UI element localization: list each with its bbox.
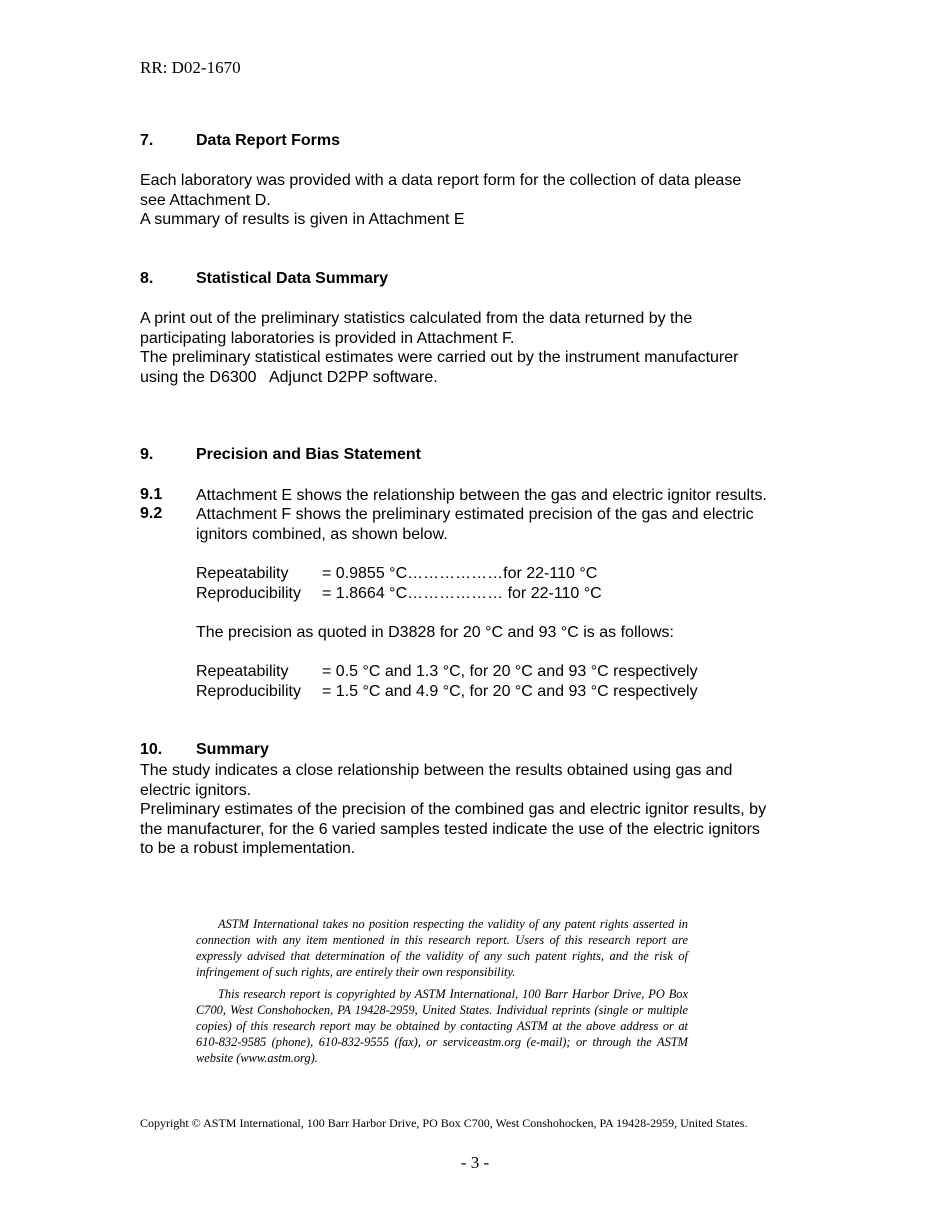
section-9-number: 9. xyxy=(140,446,154,463)
section-8-body xyxy=(140,309,820,387)
subsection-9-1-number: 9.1 xyxy=(140,486,163,503)
section-7-body xyxy=(140,171,820,230)
patent-notice-paragraph: ASTM International takes no position respecting the validity of any patent rights asserted in connection with any item mentioned in this research report. Users of this research report are expressly advised that determination of the validity of any such patent rights, and the risk of infringement of such rights, are entirely their own responsibility. xyxy=(196,917,688,979)
subsection-9-2-number: 9.2 xyxy=(140,505,163,522)
subsection-9-1-text: Attachment E shows the relationship between the gas and electric ignitor results. xyxy=(196,487,767,504)
section-10-body xyxy=(140,761,820,859)
d3828-reproducibility-label: Reproducibility xyxy=(196,683,301,700)
d3828-reproducibility-value: = 1.5 °C and 4.9 °C, for 20 °C and 93 °C respectively xyxy=(322,683,698,700)
section-7-line: Each laboratory was provided with a data report form for the collection of data please xyxy=(140,172,742,189)
estimate-repeatability-value: = 0.9855 °C………………for 22-110 °C xyxy=(322,565,598,582)
section-8-line: The preliminary statistical estimates were carried out by the instrument manufacturer xyxy=(140,349,739,367)
section-10-line: The study indicates a close relationship between the results obtained using gas and xyxy=(140,762,733,779)
section-10-number: 10. xyxy=(140,741,163,758)
subsection-9-2-text xyxy=(196,505,816,544)
subsection-9-2-line: ignitors combined, as shown below. xyxy=(196,525,448,543)
astm-notice xyxy=(196,916,688,1066)
estimate-repeatability-label: Repeatability xyxy=(196,565,289,582)
section-8-line: participating laboratories is provided in Attachment F. xyxy=(140,329,515,347)
d3828-intro: The precision as quoted in D3828 for 20 °C and 93 °C is as follows: xyxy=(196,624,674,641)
estimate-repeatability-row xyxy=(196,564,597,584)
section-7-title: Data Report Forms xyxy=(196,132,341,149)
section-10-line: Preliminary estimates of the precision of the combined gas and electric ignitor results, by xyxy=(140,801,767,819)
section-9-title: Precision and Bias Statement xyxy=(196,446,421,463)
d3828-repeatability-label: Repeatability xyxy=(196,663,289,680)
d3828-repeatability-value: = 0.5 °C and 1.3 °C, for 20 °C and 93 °C respectively xyxy=(322,663,698,680)
section-7-number: 7. xyxy=(140,132,154,149)
subsection-9-2-line: Attachment F shows the preliminary estimated precision of the gas and electric xyxy=(196,506,754,523)
section-8-number: 8. xyxy=(140,270,154,287)
section-7-line: A summary of results is given in Attachment E xyxy=(140,211,465,229)
section-10-line: to be a robust implementation. xyxy=(140,840,356,858)
d3828-repeatability-row xyxy=(196,662,698,682)
section-10-line: electric ignitors. xyxy=(140,781,252,799)
section-10-title: Summary xyxy=(196,741,269,758)
section-10-line: the manufacturer, for the 6 varied samples tested indicate the use of the electric ignitors xyxy=(140,820,760,838)
report-id-header: RR: D02-1670 xyxy=(140,58,241,77)
estimate-reproducibility-label: Reproducibility xyxy=(196,585,301,602)
estimate-reproducibility-row xyxy=(196,584,602,604)
d3828-reproducibility-row xyxy=(196,682,698,702)
copyright-notice-paragraph: This research report is copyrighted by ASTM International, 100 Barr Harbor Drive, PO Box C700, West Conshohocken, PA 19428-2959, United States. Individual reprints (single or multiple copies) of this research report may be obtained by contacting ASTM at the above address or at 610-832-9585 (phone), 610-832-9555 (fax), or serviceastm.org (e-mail); or through the ASTM website (www.astm.org). xyxy=(196,987,688,1065)
section-8-line: using the D6300 Adjunct D2PP software. xyxy=(140,368,438,386)
section-8-line: A print out of the preliminary statistics calculated from the data returned by the xyxy=(140,310,693,327)
page-number: - 3 - xyxy=(460,1153,490,1172)
footer-copyright: Copyright © ASTM International, 100 Barr Harbor Drive, PO Box C700, West Conshohocken, PA 19428-2959, United States. xyxy=(140,1116,748,1130)
estimate-reproducibility-value: = 1.8664 °C……………… for 22-110 °C xyxy=(322,585,602,602)
section-7-line: see Attachment D. xyxy=(140,191,271,209)
section-8-title: Statistical Data Summary xyxy=(196,270,389,287)
